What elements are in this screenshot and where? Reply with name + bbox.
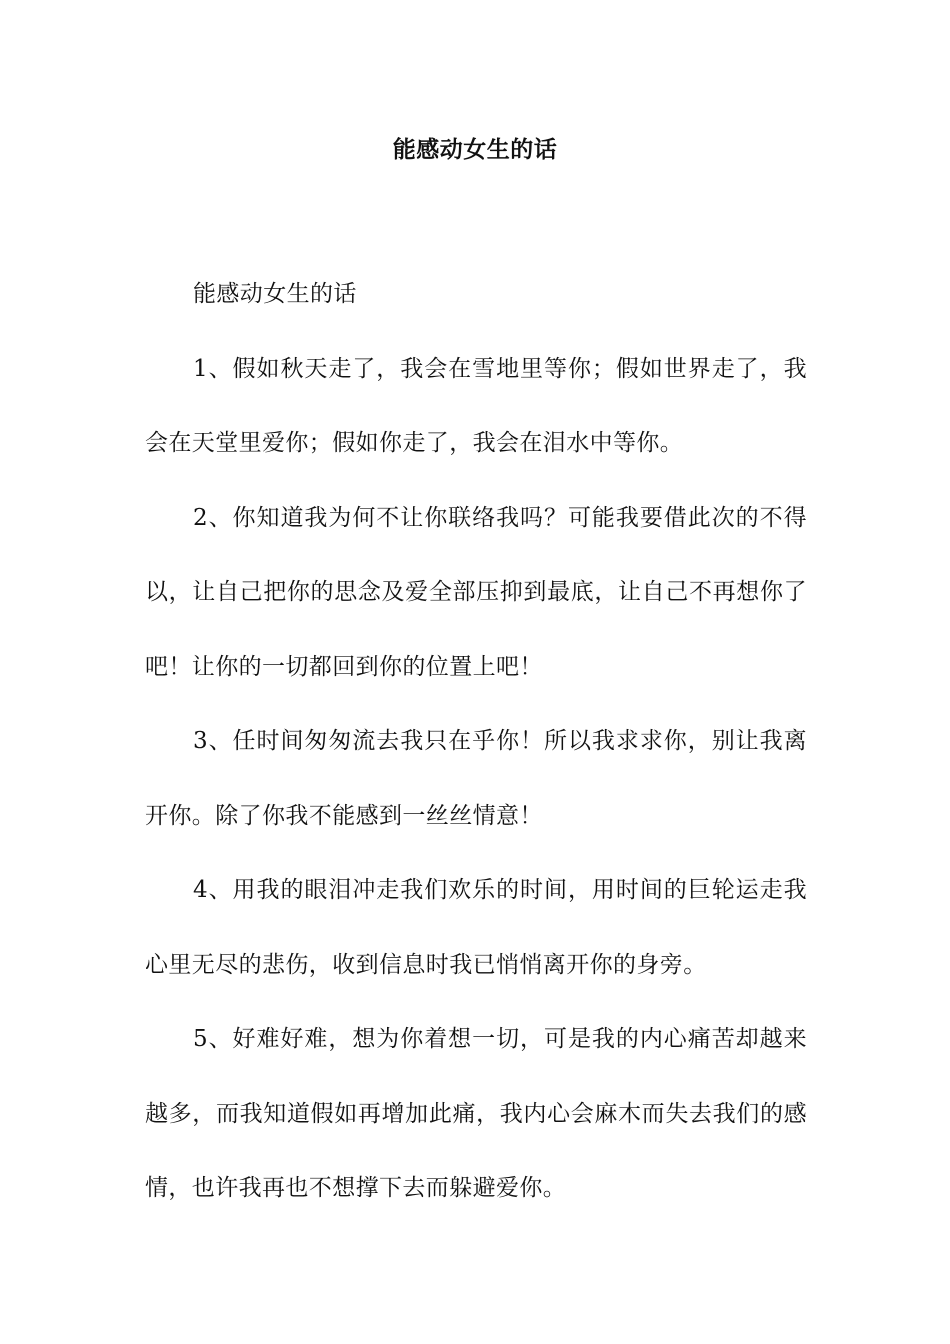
paragraph-3: 3、任时间匆匆流去我只在乎你！所以我求求你，别让我离开你。除了你我不能感到一丝丝情意！ [145, 728, 807, 829]
paragraph-2: 2、你知道我为何不让你联络我吗？可能我要借此次的不得以，让自己把你的思念及爱全部压抑到最底，让自己不再想你了吧！让你的一切都回到你的位置上吧！ [145, 504, 807, 680]
document-body [145, 257, 807, 1226]
subtitle-paragraph: 能感动女生的话 [193, 281, 357, 307]
document-title: 能感动女生的话 [392, 137, 558, 163]
paragraph-4: 4、用我的眼泪冲走我们欢乐的时间，用时间的巨轮运走我心里无尽的悲伤，收到信息时我已悄悄离开你的身旁。 [145, 877, 807, 978]
paragraph-1: 1、假如秋天走了，我会在雪地里等你；假如世界走了，我会在天堂里爱你；假如你走了，我会在泪水中等你。 [145, 355, 807, 456]
paragraph-5: 5、好难好难，想为你着想一切，可是我的内心痛苦却越来越多，而我知道假如再增加此痛，我内心会麻木而失去我们的感情，也许我再也不想撑下去而躲避爱你。 [145, 1026, 807, 1201]
